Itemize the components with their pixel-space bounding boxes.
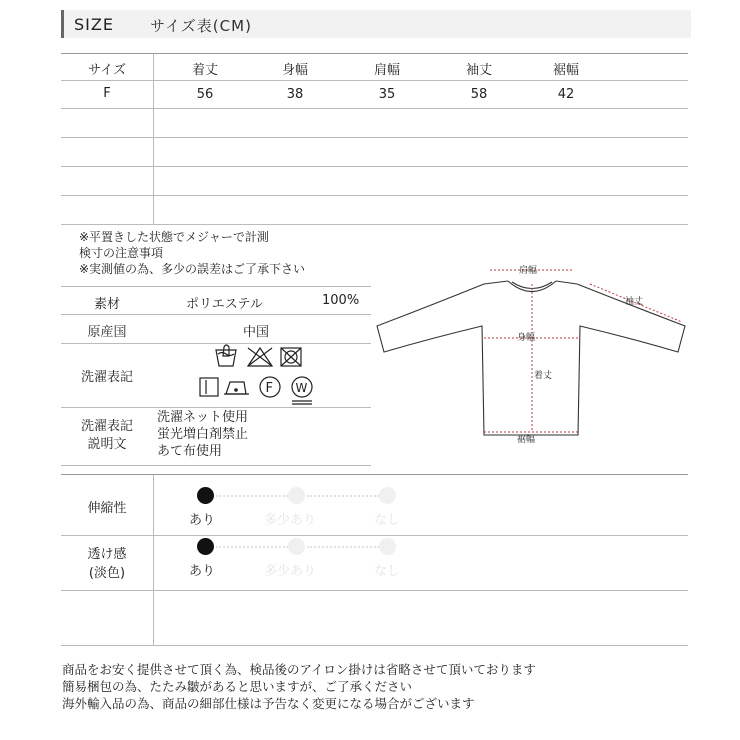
shoulder-header-cell: 肩幅 — [373, 63, 400, 78]
stretch-label: 伸縮性 — [87, 501, 127, 516]
table-column-divider — [153, 54, 154, 224]
table-top-border — [61, 53, 688, 54]
length-measure-label: 着丈 — [534, 371, 553, 381]
material-percent: 100% — [322, 293, 360, 308]
spec-divider — [61, 465, 371, 466]
shoulder-value-cell: 35 — [378, 87, 396, 102]
care-desc-label-line1: 洗濯表記 — [80, 419, 133, 434]
svg-text:F: F — [265, 381, 273, 396]
stretch-option: 多少あり — [264, 513, 317, 528]
table-divider — [61, 80, 688, 81]
sleeve-measure-label: 袖丈 — [625, 297, 644, 307]
line-dry-icon — [200, 378, 218, 396]
sheer-label-line1: 透け感 — [87, 547, 127, 562]
care-desc-line: 蛍光増白剤禁止 — [157, 427, 249, 442]
hem-measure-label: 裾幅 — [517, 435, 536, 445]
stretch-dot — [288, 487, 305, 504]
care-desc-list — [157, 409, 248, 460]
shoulder-measure-label: 肩幅 — [519, 266, 538, 276]
spec-divider — [61, 407, 371, 408]
care-desc-label-line2: 説明文 — [87, 437, 127, 452]
table-divider — [61, 224, 688, 225]
sheer-dot — [379, 538, 396, 555]
table-divider — [61, 137, 688, 138]
table-divider — [61, 195, 688, 196]
feel-table-top-border — [61, 474, 688, 475]
length-value-cell: 56 — [196, 87, 214, 102]
hand-wash-icon — [216, 345, 236, 366]
feel-divider — [61, 590, 688, 591]
scale-connector — [307, 495, 379, 497]
material-name: ポリエステル — [186, 297, 263, 312]
sheer-option: あり — [189, 564, 216, 579]
body-width-value-cell: 38 — [286, 87, 304, 102]
hem-value-cell: 42 — [557, 87, 575, 102]
sheer-dot-selected — [197, 538, 214, 555]
iron-icon — [224, 382, 249, 394]
sheer-label-line2: (淡色) — [88, 566, 126, 581]
wet-clean-w-icon — [292, 377, 312, 404]
size-header-cell: サイズ — [88, 63, 126, 78]
origin-label: 原産国 — [87, 325, 127, 340]
table-divider — [61, 166, 688, 167]
size-header — [61, 10, 691, 38]
scale-connector — [307, 546, 379, 548]
note-measure: ※平置きした状態でメジャーで計測 — [79, 230, 269, 244]
care-desc-line: 洗濯ネット使用 — [157, 410, 249, 425]
care-desc-label — [61, 418, 153, 454]
no-bleach-icon — [248, 348, 272, 366]
size-value-cell: F — [103, 86, 111, 101]
size-title: SIZE — [74, 15, 114, 34]
feel-column-divider — [153, 475, 154, 645]
spec-divider — [61, 314, 371, 315]
note-heading: 検寸の注意事項 — [79, 246, 164, 260]
note-error: ※実測値の為、多少の誤差はご了承下さい — [79, 262, 306, 276]
body-width-header-cell: 身幅 — [281, 63, 308, 78]
sleeve-header-cell: 袖丈 — [465, 63, 492, 78]
scale-connector — [216, 495, 288, 497]
care-label: 洗濯表記 — [80, 370, 133, 385]
scale-connector — [216, 546, 288, 548]
sleeve-value-cell: 58 — [470, 87, 488, 102]
sheer-option: なし — [374, 564, 401, 579]
hem-header-cell: 裾幅 — [552, 63, 579, 78]
measure-lines — [484, 270, 682, 432]
care-desc-line: あて布使用 — [157, 444, 223, 459]
size-subtitle: サイズ表(CM) — [150, 17, 252, 35]
origin-value: 中国 — [243, 325, 270, 340]
stretch-dot — [379, 487, 396, 504]
no-tumble-dry-icon — [281, 348, 301, 366]
material-label: 素材 — [93, 297, 120, 312]
svg-text:W: W — [295, 381, 308, 395]
body-width-measure-label: 身幅 — [517, 333, 536, 343]
dry-clean-f-icon — [260, 377, 280, 397]
sheer-label — [61, 545, 153, 583]
care-symbols — [196, 344, 326, 406]
stretch-option: あり — [189, 513, 216, 528]
feel-divider — [61, 535, 688, 536]
table-divider — [61, 108, 688, 109]
garment-diagram — [372, 260, 688, 460]
stretch-dot-selected — [197, 487, 214, 504]
spec-divider — [61, 286, 371, 287]
footer-note: 商品をお安く提供させて頂く為、検品後のアイロン掛けは省略させて頂いております — [62, 662, 536, 677]
sheer-option: 多少あり — [264, 564, 317, 579]
length-header-cell: 着丈 — [191, 63, 218, 78]
feel-bottom-border — [61, 645, 688, 646]
sheer-dot — [288, 538, 305, 555]
footer-note: 簡易梱包の為、たたみ皺があると思いますが、ご了承ください — [62, 679, 413, 694]
footer-note: 海外輸入品の為、商品の細部仕様は予告なく変更になる場合がございます — [62, 696, 475, 711]
stretch-option: なし — [374, 513, 401, 528]
